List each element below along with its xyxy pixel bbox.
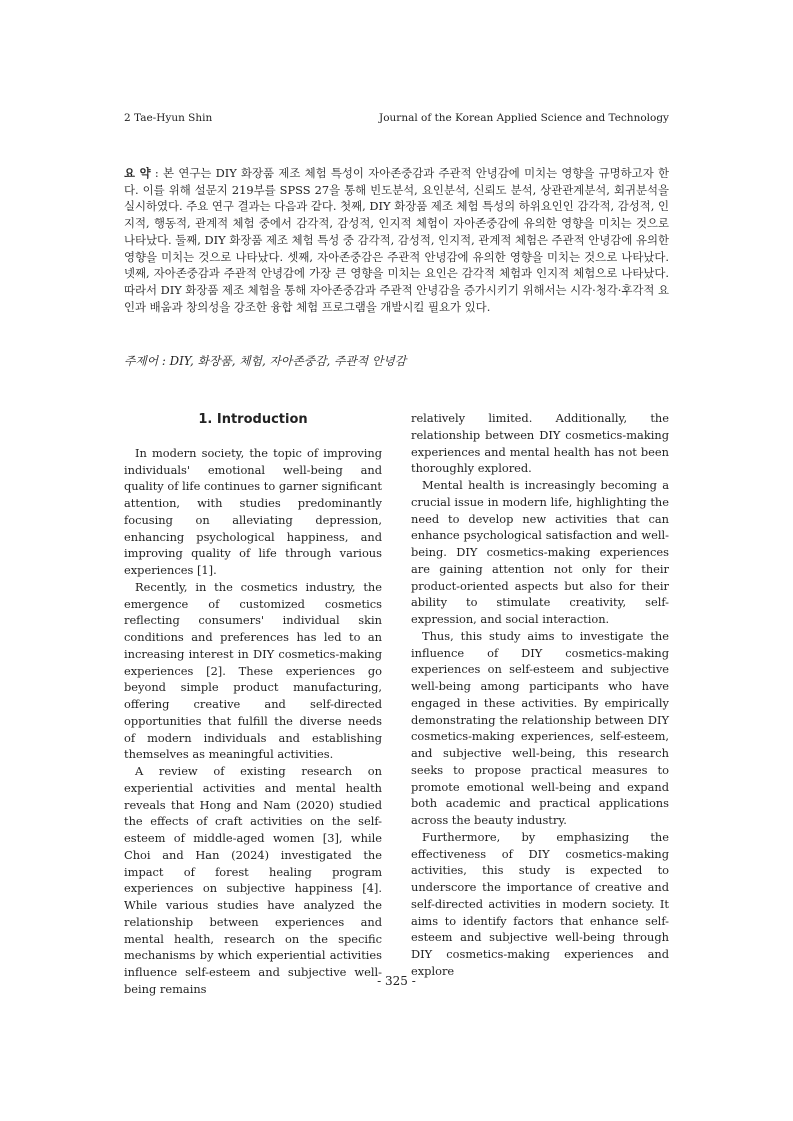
right-column	[411, 410, 669, 980]
abstract-text: : 본 연구는 DIY 화장품 제조 체험 특성이 자아존중감과 주관적 안녕감에 미치는 영향을 규명하고자 한다. 이를 위해 설문지 219부를 SPSS 27을 통해 빈도분석, 요인분석, 신뢰도 분석, 상관관계분석, 회귀분석을 실시하였다. 주요 연구 결과는 다음과 같다. 첫째, DIY 화장품 제조 체험 특성의 하위요인인 감각적, 감성적, 인지적, 행동적, 관계적 체험 중에서 감각적, 감성적, 인지적 체험이 자아존중감에 유의한 영향을 미치는 것으로 나타났다. 둘째, DIY 화장품 제조 체험 특성 중 감각적, 감성적, 인지적, 관계적 체험은 주관적 안녕감에 유의한 영향을 미치는 것으로 나타났다. 셋째, 자아존중감은 주관적 안녕감에 유의한 영향을 미치는 것으로 나타났다. 넷째, 자아존중감과 주관적 안녕감에 가장 큰 영향을 미치는 요인은 감각적 체험과 인지적 체험으로 나타났다. 따라서 DIY 화장품 제조 체험을 통해 자아존중감과 주관적 안녕감을 증가시키기 위해서는 시각·청각·후각적 요인과 배움과 창의성을 강조한 융합 체험 프로그램을 개발시킬 필요가 있다.	[124, 166, 669, 314]
paragraph: In modern society, the topic of improving individuals' emotional well-being and quality of life continues to garner significant attention, with studies predominantly focusing on alleviating depression, enhancing psychological happiness, and improving quality of life through various experiences [1].	[124, 445, 382, 577]
paragraph: Recently, in the cosmetics industry, the emergence of customized cosmetics reflecting consumers' individual skin conditions and preferences has led to an increasing interest in DIY cosmetics-making experiences [2]. These experiences go beyond simple product manufacturing, offering creative and self-directed opportunities that fulfill the diverse needs of modern individuals and establishing themselves as meaningful activities.	[124, 579, 382, 762]
running-header	[124, 112, 669, 128]
paragraph-continued: relatively limited. Additionally, the relationship between DIY cosmetics-making experiences and mental health has not been thoroughly explored.	[411, 411, 669, 476]
header-journal-title: Journal of the Korean Applied Science and Technology	[379, 112, 669, 124]
abstract-label: 요 약	[124, 166, 151, 180]
paragraph: Thus, this study aims to investigate the influence of DIY cosmetics-making experiences on self-esteem and subjective well-being among participants who have engaged in these activities. By empirically demonstrating the relationship between DIY cosmetics-making experiences, self-esteem, and subjective well-being, this research seeks to propose practical measures to promote emotional well-being and expand both academic and practical applications across the beauty industry.	[411, 628, 669, 827]
section-title: 1. Introduction	[198, 412, 308, 427]
paragraph: Furthermore, by emphasizing the effectiveness of DIY cosmetics-making activities, this study is expected to underscore the importance of creative and self-directed activities in modern society. It aims to identify factors that enhance self-esteem and subjective well-being through DIY cosmetics-making experiences and explore	[411, 829, 669, 978]
page-number: - 325 -	[377, 974, 416, 988]
header-page-author: 2 Tae-Hyun Shin	[124, 112, 213, 124]
keywords: 주제어 : DIY, 화장품, 체험, 자아존중감, 주관적 안녕감	[124, 354, 407, 368]
abstract-paragraph	[124, 165, 669, 315]
paragraph: Mental health is increasingly becoming a crucial issue in modern life, highlighting the need to develop new activities that can enhance psychological satisfaction and well-being. DIY cosmetics-making experiences are gaining attention not only for their product-oriented aspects but also for their ability to stimulate creativity, self-expression, and social interaction.	[411, 478, 669, 626]
paragraph: A review of existing research on experiential activities and mental health reveals that Hong and Nam (2020) studied the effects of craft activities on the self-esteem of middle-aged women [3], while Choi and Han (2024) investigated the impact of forest healing program experiences on subjective happiness [4]. While various studies have analyzed the relationship between experiences and mental health, research on the specific mechanisms by which experiential activities influence self-esteem and subjective well-being remains	[124, 764, 382, 996]
left-column	[124, 410, 382, 998]
korean-abstract	[124, 165, 669, 315]
